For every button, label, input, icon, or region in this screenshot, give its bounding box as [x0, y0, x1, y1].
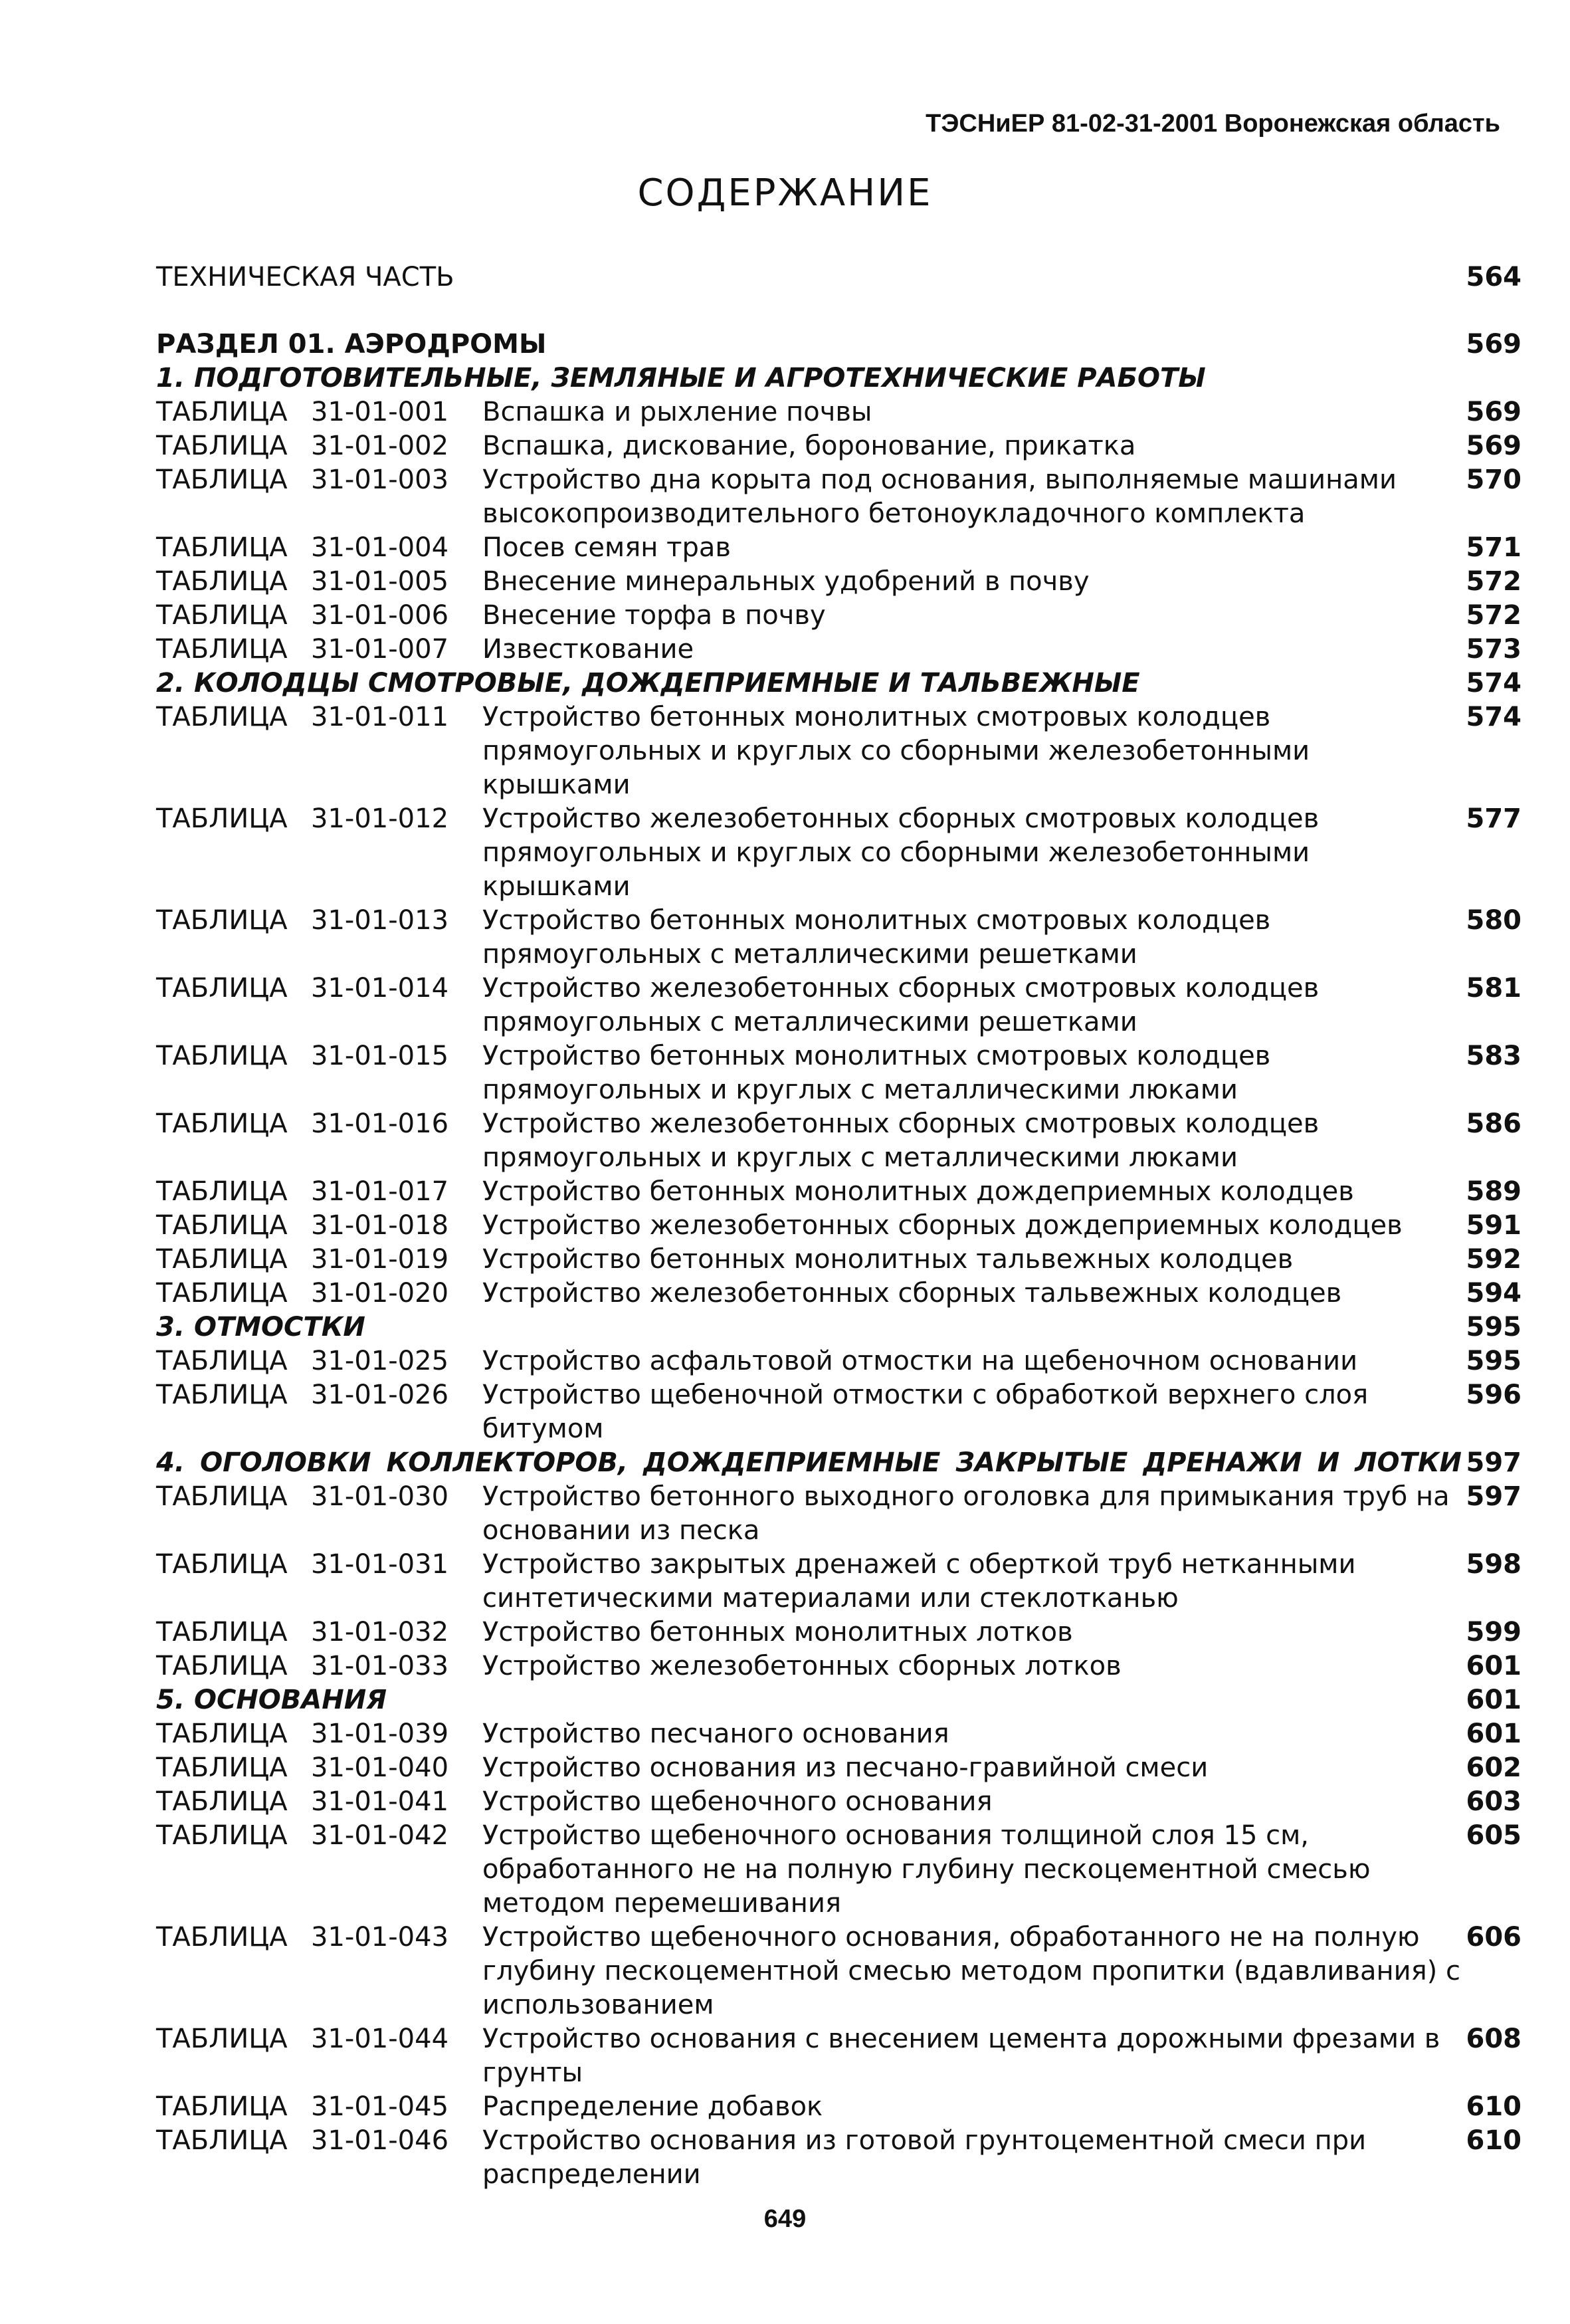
toc-group-heading-row: [156, 1311, 1521, 1344]
toc-group-heading-row: [156, 362, 1521, 395]
toc-section-row: [156, 328, 1521, 362]
toc-entry-description: Вспашка, дискование, боронование, прикатка: [482, 431, 1136, 461]
toc-entry-code: 31-01-005: [311, 566, 449, 597]
toc-entry: [156, 1107, 1521, 1175]
toc-entry-label: ТАБЛИЦА: [156, 1481, 288, 1512]
page-title: СОДЕРЖАНИЕ: [637, 171, 933, 215]
toc-entry-description: Устройство щебеночного основания: [482, 1786, 993, 1817]
toc-page-number: 570: [1466, 465, 1521, 495]
toc-entry-code: 31-01-018: [311, 1210, 449, 1241]
toc-entry-code: 31-01-011: [311, 702, 449, 732]
toc-entry-code: 31-01-030: [311, 1481, 449, 1512]
toc-entry: [156, 599, 1521, 633]
toc-page-number: 580: [1466, 905, 1521, 936]
toc-entry-label: ТАБЛИЦА: [156, 1278, 288, 1309]
toc-entry-label: ТАБЛИЦА: [156, 1210, 288, 1241]
toc-entry: [156, 1717, 1521, 1751]
toc-entry-label: ТАБЛИЦА: [156, 1346, 288, 1376]
toc-entry-description: Устройство песчаного основания: [482, 1719, 949, 1749]
toc-page-number: 564: [1466, 262, 1521, 292]
toc-entry-code: 31-01-025: [311, 1346, 449, 1376]
toc-entry: [156, 463, 1521, 531]
toc-entry: [156, 1751, 1521, 1785]
toc-entry-label: ТАБЛИЦА: [156, 1549, 288, 1580]
toc-page-number: 572: [1466, 600, 1521, 631]
toc-entry-label: ТАБЛИЦА: [156, 2024, 288, 2054]
toc-page-number: 577: [1466, 803, 1521, 834]
toc-entry-description: Устройство щебеночного основания, обработанного не на полную глубину пескоцементной смесью методом пропитки (вдавливания) с использованием: [482, 1922, 1460, 2020]
page-number: 649: [763, 2205, 807, 2233]
toc-page-number: 572: [1466, 566, 1521, 597]
toc-entry: [156, 1175, 1521, 1209]
toc-entry-code: 31-01-039: [311, 1719, 449, 1749]
toc-entry-description: Устройство дна корыта под основания, выполняемые машинами высокопроизводительного бетоноукладочного комплекта: [482, 465, 1397, 529]
toc-entry-label: ТАБЛИЦА: [156, 905, 288, 936]
toc-page-number: 574: [1466, 702, 1521, 732]
toc-entry: [156, 2022, 1521, 2090]
toc-group-title: 4. ОГОЛОВКИ КОЛЛЕКТОРОВ, ДОЖДЕПРИЕМНЫЕ ЗАКРЫТЫЕ ДРЕНАЖИ И ЛОТКИ: [156, 1447, 1462, 1478]
toc-page-number: 581: [1466, 973, 1521, 1004]
toc-entry: [156, 1344, 1521, 1378]
toc-page-number: 573: [1466, 634, 1521, 665]
toc-group-heading-row: [156, 1446, 1521, 1480]
toc-page-number: 601: [1466, 1719, 1521, 1749]
toc-page-number: 571: [1466, 532, 1521, 563]
toc-page-number: 597: [1466, 1481, 1521, 1512]
toc-entry-code: 31-01-002: [311, 431, 449, 461]
toc-entry-description: Устройство железобетонных сборных смотровых колодцев прямоугольных и круглых с металлическими люками: [482, 1109, 1320, 1173]
toc-entry-label: ТАБЛИЦА: [156, 1244, 288, 1275]
table-of-contents: [156, 261, 1521, 2192]
toc-entry-code: 31-01-020: [311, 1278, 449, 1309]
toc-group-title: 2. КОЛОДЦЫ СМОТРОВЫЕ, ДОЖДЕПРИЕМНЫЕ И ТАЛЬВЕЖНЫЕ: [156, 668, 1140, 698]
toc-entry-label: ТАБЛИЦА: [156, 702, 288, 732]
toc-tech-row: [156, 261, 1521, 294]
toc-entry-description: Устройство бетонных монолитных дождеприемных колодцев: [482, 1176, 1354, 1207]
toc-entry: [156, 1819, 1521, 1921]
toc-entry: [156, 802, 1521, 904]
toc-entry-code: 31-01-017: [311, 1176, 449, 1207]
toc-page-number: 599: [1466, 1617, 1521, 1647]
toc-entry-description: Известкование: [482, 634, 694, 665]
toc-entry-code: 31-01-013: [311, 905, 449, 936]
toc-entry-code: 31-01-006: [311, 600, 449, 631]
toc-entry-description: Распределение добавок: [482, 2091, 823, 2122]
toc-entry-code: 31-01-031: [311, 1549, 449, 1580]
toc-entry-label: ТАБЛИЦА: [156, 1617, 288, 1647]
toc-entry-description: Внесение торфа в почву: [482, 600, 826, 631]
toc-entry-label: ТАБЛИЦА: [156, 1786, 288, 1817]
toc-entry: [156, 1243, 1521, 1277]
toc-entry: [156, 904, 1521, 972]
toc-entry-code: 31-01-044: [311, 2024, 449, 2054]
toc-entry-code: 31-01-040: [311, 1752, 449, 1783]
toc-entry-description: Устройство основания из готовой грунтоцементной смеси при распределении: [482, 2125, 1367, 2190]
toc-page-number: 610: [1466, 2091, 1521, 2122]
toc-entry-description: Устройство железобетонных сборных дождеприемных колодцев: [482, 1210, 1403, 1241]
toc-page-number: 595: [1466, 1312, 1521, 1342]
toc-entry-code: 31-01-015: [311, 1041, 449, 1071]
toc-page-number: 597: [1466, 1447, 1521, 1478]
toc-entry-label: ТАБЛИЦА: [156, 973, 288, 1004]
toc-entry-description: Устройство щебеночного основания толщиной слоя 15 см, обработанного не на полную глубину пескоцементной смесью методом перемешивания: [482, 1820, 1371, 1919]
toc-page-number: 596: [1466, 1380, 1521, 1410]
document-header: ТЭСНиЕР 81-02-31-2001 Воронежская область: [926, 110, 1500, 138]
toc-entry: [156, 565, 1521, 599]
toc-entry-code: 31-01-043: [311, 1922, 449, 1953]
toc-entry-description: Посев семян трав: [482, 532, 731, 563]
toc-entry-description: Внесение минеральных удобрений в почву: [482, 566, 1090, 597]
toc-entry-label: ТАБЛИЦА: [156, 1752, 288, 1783]
toc-entry-description: Устройство бетонных монолитных смотровых колодцев прямоугольных с металлическими решетками: [482, 905, 1271, 970]
toc-page-number: 610: [1466, 2125, 1521, 2156]
toc-entry-code: 31-01-042: [311, 1820, 449, 1851]
toc-groups: [156, 362, 1521, 2192]
toc-entry-code: 31-01-026: [311, 1380, 449, 1410]
toc-entry-label: ТАБЛИЦА: [156, 1820, 288, 1851]
toc-entry-description: Устройство основания с внесением цемента дорожными фрезами в грунты: [482, 2024, 1440, 2088]
toc-entry: [156, 972, 1521, 1039]
toc-entry-description: Устройство бетонного выходного оголовка для примыкания труб на основании из песка: [482, 1481, 1450, 1546]
toc-entry-label: ТАБЛИЦА: [156, 532, 288, 563]
toc-entry-label: ТАБЛИЦА: [156, 2125, 288, 2156]
toc-page-number: 594: [1466, 1278, 1521, 1309]
toc-entry: [156, 1039, 1521, 1107]
toc-group-heading-row: [156, 1683, 1521, 1717]
toc-entry-code: 31-01-001: [311, 397, 449, 427]
toc-entry-description: Устройство щебеночной отмостки с обработкой верхнего слоя битумом: [482, 1380, 1369, 1444]
toc-entry-description: Устройство основания из песчано-гравийной смеси: [482, 1752, 1209, 1783]
toc-entry-label: ТАБЛИЦА: [156, 634, 288, 665]
toc-group-heading-row: [156, 667, 1521, 700]
toc-group-title: 1. ПОДГОТОВИТЕЛЬНЫЕ, ЗЕМЛЯНЫЕ И АГРОТЕХНИЧЕСКИЕ РАБОТЫ: [156, 363, 1206, 393]
toc-entry-label: ТАБЛИЦА: [156, 431, 288, 461]
toc-entry-code: 31-01-045: [311, 2091, 449, 2122]
toc-entry: [156, 700, 1521, 802]
toc-entry-label: ТАБЛИЦА: [156, 1380, 288, 1410]
toc-entry-label: ТАБЛИЦА: [156, 1041, 288, 1071]
toc-entry-label: ТАБЛИЦА: [156, 1719, 288, 1749]
toc-page-number: 586: [1466, 1109, 1521, 1139]
toc-entry: [156, 1785, 1521, 1819]
toc-group-title: 5. ОСНОВАНИЯ: [156, 1685, 387, 1715]
toc-page-number: 601: [1466, 1685, 1521, 1715]
toc-entry-label: ТАБЛИЦА: [156, 1651, 288, 1681]
toc-tech-title: ТЕХНИЧЕСКАЯ ЧАСТЬ: [156, 262, 454, 292]
toc-entry-description: Устройство асфальтовой отмостки на щебеночном основании: [482, 1346, 1358, 1376]
toc-entry: [156, 633, 1521, 667]
toc-page-number: 608: [1466, 2024, 1521, 2054]
toc-page-number: 598: [1466, 1549, 1521, 1580]
toc-page-number: 591: [1466, 1210, 1521, 1241]
toc-entry-description: Устройство железобетонных сборных тальвежных колодцев: [482, 1278, 1342, 1309]
toc-page-number: 595: [1466, 1346, 1521, 1376]
toc-entry: [156, 1649, 1521, 1683]
toc-entry: [156, 1548, 1521, 1616]
toc-entry-code: 31-01-004: [311, 532, 449, 563]
toc-page-number: 589: [1466, 1176, 1521, 1207]
toc-entry-description: Устройство железобетонных сборных смотровых колодцев прямоугольных с металлическими решетками: [482, 973, 1320, 1037]
toc-entry-label: ТАБЛИЦА: [156, 397, 288, 427]
toc-page-number: 602: [1466, 1752, 1521, 1783]
toc-entry-code: 31-01-016: [311, 1109, 449, 1139]
toc-entry: [156, 1921, 1521, 2022]
toc-page-number: 601: [1466, 1651, 1521, 1681]
toc-entry: [156, 531, 1521, 565]
toc-page-number: 583: [1466, 1041, 1521, 1071]
toc-entry-label: ТАБЛИЦА: [156, 2091, 288, 2122]
toc-entry-description: Устройство железобетонных сборных смотровых колодцев прямоугольных и круглых со сборными железобетонными крышками: [482, 803, 1320, 902]
toc-group-title: 3. ОТМОСТКИ: [156, 1312, 365, 1342]
toc-entry: [156, 1616, 1521, 1649]
toc-entry: [156, 395, 1521, 429]
toc-entry-description: Вспашка и рыхление почвы: [482, 397, 872, 427]
toc-entry-code: 31-01-046: [311, 2125, 449, 2156]
toc-entry-label: ТАБЛИЦА: [156, 803, 288, 834]
toc-entry-description: Устройство бетонных монолитных смотровых колодцев прямоугольных и круглых со сборными железобетонными крышками: [482, 702, 1310, 800]
toc-entry: [156, 1480, 1521, 1548]
toc-entry-label: ТАБЛИЦА: [156, 1922, 288, 1953]
toc-entry-code: 31-01-032: [311, 1617, 449, 1647]
toc-entry: [156, 2124, 1521, 2192]
toc-entry-code: 31-01-033: [311, 1651, 449, 1681]
toc-entry-label: ТАБЛИЦА: [156, 600, 288, 631]
toc-entry-description: Устройство закрытых дренажей с оберткой труб нетканными синтетическими материалами или стеклотканью: [482, 1549, 1356, 1614]
toc-page-number: 605: [1466, 1820, 1521, 1851]
toc-entry-label: ТАБЛИЦА: [156, 1109, 288, 1139]
toc-entry-label: ТАБЛИЦА: [156, 566, 288, 597]
toc-page-number: 574: [1466, 668, 1521, 698]
toc-entry-code: 31-01-012: [311, 803, 449, 834]
toc-entry-description: Устройство бетонных монолитных смотровых колодцев прямоугольных и круглых с металлическими люками: [482, 1041, 1271, 1105]
toc-entry-code: 31-01-041: [311, 1786, 449, 1817]
toc-page-number: 569: [1466, 329, 1521, 360]
toc-section-title: РАЗДЕЛ 01. АЭРОДРОМЫ: [156, 329, 547, 360]
toc-page-number: 592: [1466, 1244, 1521, 1275]
toc-entry-description: Устройство бетонных монолитных лотков: [482, 1617, 1073, 1647]
toc-page-number: 606: [1466, 1922, 1521, 1953]
toc-entry-code: 31-01-007: [311, 634, 449, 665]
toc-page-number: 603: [1466, 1786, 1521, 1817]
toc-entry-description: Устройство бетонных монолитных тальвежных колодцев: [482, 1244, 1294, 1275]
toc-entry-label: ТАБЛИЦА: [156, 465, 288, 495]
toc-entry: [156, 429, 1521, 463]
toc-entry-code: 31-01-014: [311, 973, 449, 1004]
toc-page-number: 569: [1466, 431, 1521, 461]
toc-entry-code: 31-01-003: [311, 465, 449, 495]
toc-entry: [156, 1209, 1521, 1243]
toc-entry-description: Устройство железобетонных сборных лотков: [482, 1651, 1122, 1681]
toc-entry: [156, 1378, 1521, 1446]
toc-entry: [156, 2090, 1521, 2124]
toc-entry-code: 31-01-019: [311, 1244, 449, 1275]
toc-page-number: 569: [1466, 397, 1521, 427]
toc-entry-label: ТАБЛИЦА: [156, 1176, 288, 1207]
toc-entry: [156, 1277, 1521, 1311]
